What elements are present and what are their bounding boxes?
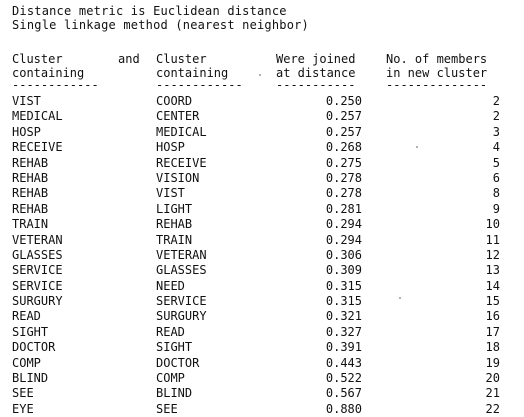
cluster-b-cell: MEDICAL [156, 124, 207, 139]
cluster-a-cell: SURGURY [12, 294, 63, 309]
distance-cell: 0.278 [325, 170, 362, 185]
cluster-b-cell: VISION [156, 170, 200, 185]
members-cell: 18 [485, 340, 500, 355]
distance-cell: 0.257 [325, 124, 362, 139]
header-rule-3: ----------- [276, 78, 356, 92]
distance-cell: 0.281 [325, 201, 362, 216]
members-cell: 10 [485, 217, 500, 232]
table-row [0, 125, 524, 140]
cluster-b-cell: NEED [156, 278, 185, 293]
cluster-a-cell: REHAB [12, 201, 49, 216]
members-cell: 9 [492, 201, 500, 216]
members-cell: 19 [485, 355, 500, 370]
distance-cell: 0.278 [325, 186, 362, 201]
members-cell: 6 [492, 170, 500, 185]
members-cell: 2 [492, 109, 500, 124]
members-cell: 21 [485, 386, 500, 401]
cluster-a-cell: REHAB [12, 155, 49, 170]
cluster-a-cell: EYE [12, 401, 34, 416]
cluster-a-cell: RECEIVE [12, 140, 63, 155]
members-cell: 16 [485, 309, 500, 324]
cluster-a-cell: GLASSES [12, 247, 63, 262]
table-row [0, 156, 524, 171]
cluster-b-cell: SERVICE [156, 294, 207, 309]
cluster-a-cell: SERVICE [12, 278, 63, 293]
members-cell: 22 [485, 401, 500, 416]
table-row [0, 263, 524, 278]
members-cell: 5 [492, 155, 500, 170]
col-cluster-a-header: Cluster [12, 52, 63, 66]
linkage-method-line: Single linkage method (nearest neighbor) [12, 18, 309, 32]
table-row [0, 279, 524, 294]
table-row [0, 402, 524, 417]
cluster-a-cell: BLIND [12, 371, 49, 386]
header-rule-2: ------------ [156, 78, 243, 92]
distance-cell: 0.327 [325, 324, 362, 339]
table-row [0, 94, 524, 109]
distance-cell: 0.268 [325, 140, 362, 155]
members-cell: 12 [485, 247, 500, 262]
distance-cell: 0.315 [325, 294, 362, 309]
scan-speck [416, 146, 418, 148]
table-row [0, 186, 524, 201]
cluster-b-cell: LIGHT [156, 201, 193, 216]
cluster-b-cell: COMP [156, 371, 185, 386]
cluster-a-cell: SERVICE [12, 263, 63, 278]
cluster-b-cell: SIGHT [156, 340, 193, 355]
table-row [0, 309, 524, 324]
table-row [0, 294, 524, 309]
cluster-b-cell: GLASSES [156, 263, 207, 278]
col-distance-header-2: at distance [276, 66, 356, 80]
col-cluster-a-header-2: containing [12, 66, 85, 80]
cluster-a-cell: VETERAN [12, 232, 63, 247]
cluster-a-cell: DOCTOR [12, 340, 56, 355]
table-row [0, 140, 524, 155]
cluster-a-cell: SIGHT [12, 324, 49, 339]
distance-cell: 0.321 [325, 309, 362, 324]
members-cell: 14 [485, 278, 500, 293]
distance-cell: 0.880 [325, 401, 362, 416]
header-rule-4: -------------- [386, 78, 488, 92]
distance-metric-line: Distance metric is Euclidean distance [12, 4, 287, 18]
cluster-b-cell: VIST [156, 186, 185, 201]
col-members-header: No. of members [386, 52, 488, 66]
cluster-b-cell: COORD [156, 94, 193, 108]
table-row [0, 356, 524, 371]
table-row [0, 371, 524, 386]
cluster-a-cell: HOSP [12, 124, 41, 139]
members-cell: 2 [492, 94, 500, 108]
cluster-a-cell: REHAB [12, 186, 49, 201]
distance-cell: 0.294 [325, 217, 362, 232]
table-row [0, 217, 524, 232]
col-cluster-b-header-2: containing [156, 66, 229, 80]
members-cell: 3 [492, 124, 500, 139]
distance-cell: 0.391 [325, 340, 362, 355]
col-members-header-2: in new cluster [386, 66, 488, 80]
distance-cell: 0.443 [325, 355, 362, 370]
table-row [0, 325, 524, 340]
cluster-b-cell: SEE [156, 401, 178, 416]
cluster-b-cell: CENTER [156, 109, 200, 124]
cluster-b-cell: VETERAN [156, 247, 207, 262]
table-row [0, 171, 524, 186]
col-distance-header: Were joined [276, 52, 356, 66]
distance-cell: 0.294 [325, 232, 362, 247]
members-cell: 4 [492, 140, 500, 155]
cluster-b-cell: BLIND [156, 386, 193, 401]
cluster-b-cell: TRAIN [156, 232, 193, 247]
cluster-a-cell: TRAIN [12, 217, 49, 232]
cluster-a-cell: VIST [12, 94, 41, 108]
table-row [0, 109, 524, 124]
cluster-a-cell: COMP [12, 355, 41, 370]
scan-speck [399, 297, 401, 299]
cluster-join-table [0, 94, 524, 417]
distance-cell: 0.257 [325, 109, 362, 124]
distance-cell: 0.522 [325, 371, 362, 386]
col-cluster-b-header: Cluster [156, 52, 207, 66]
header-rule-1: ------------ [12, 78, 99, 92]
cluster-a-cell: MEDICAL [12, 109, 63, 124]
cluster-b-cell: READ [156, 324, 185, 339]
cluster-b-cell: DOCTOR [156, 355, 200, 370]
cluster-b-cell: RECEIVE [156, 155, 207, 170]
distance-cell: 0.275 [325, 155, 362, 170]
members-cell: 8 [492, 186, 500, 201]
members-cell: 13 [485, 263, 500, 278]
distance-cell: 0.250 [325, 94, 362, 108]
cluster-a-cell: REHAB [12, 170, 49, 185]
cluster-a-cell: READ [12, 309, 41, 324]
col-and-label: and [118, 52, 140, 66]
members-cell: 11 [485, 232, 500, 247]
distance-cell: 0.567 [325, 386, 362, 401]
scan-speck [259, 74, 261, 76]
distance-cell: 0.306 [325, 247, 362, 262]
table-row [0, 202, 524, 217]
cluster-b-cell: SURGURY [156, 309, 207, 324]
members-cell: 15 [485, 294, 500, 309]
cluster-a-cell: SEE [12, 386, 34, 401]
members-cell: 20 [485, 371, 500, 386]
distance-cell: 0.315 [325, 278, 362, 293]
cluster-b-cell: REHAB [156, 217, 193, 232]
table-row [0, 233, 524, 248]
cluster-b-cell: HOSP [156, 140, 185, 155]
members-cell: 17 [485, 324, 500, 339]
table-row [0, 386, 524, 401]
table-row [0, 340, 524, 355]
distance-cell: 0.309 [325, 263, 362, 278]
table-row [0, 248, 524, 263]
